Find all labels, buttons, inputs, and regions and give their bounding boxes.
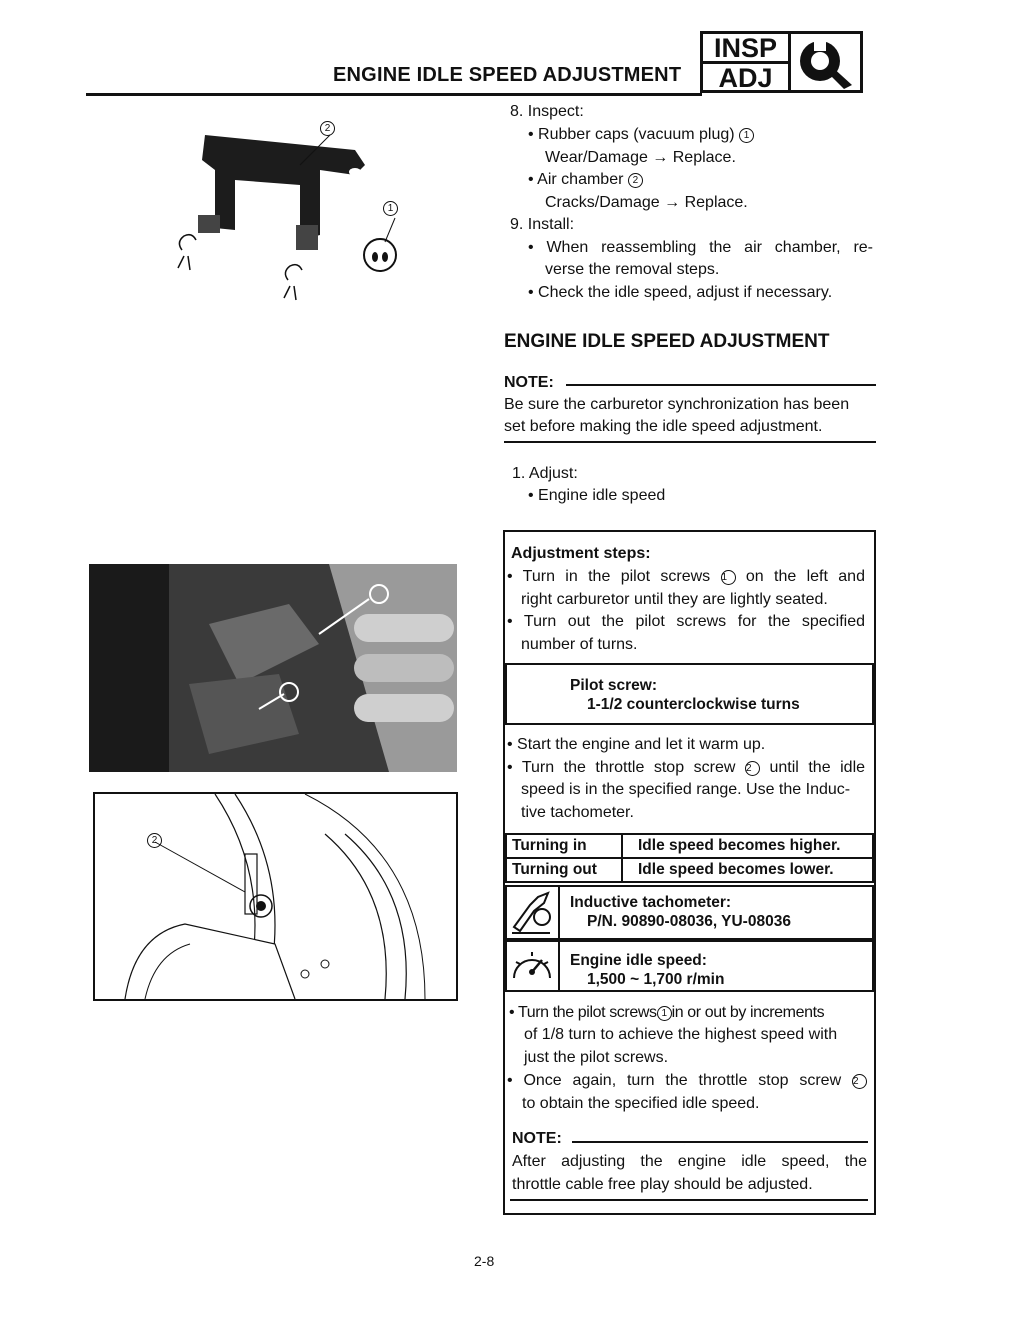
- procedure-step1a: • Turn in the pilot screws 1 on the left and: [507, 568, 865, 585]
- table-row-1-result: Idle speed becomes higher.: [638, 837, 841, 854]
- turning-table-row-rule: [505, 857, 874, 859]
- table-row-2-result: Idle speed becomes lower.: [638, 861, 834, 878]
- procedure-step6a: • Once again, turn the throttle stop screw 2: [507, 1070, 867, 1092]
- tachometer-label: Inductive tachometer:: [570, 894, 732, 911]
- procedure-note-label: NOTE:: [512, 1130, 562, 1147]
- wrench-icon: [791, 34, 860, 90]
- procedure-step2a: • Turn out the pilot screws for the specified: [507, 613, 865, 630]
- note-end-rule: [504, 441, 876, 443]
- pilot-screw-value: 1-1/2 counterclockwise turns: [587, 696, 800, 713]
- idle-speed-label: Engine idle speed:: [570, 952, 707, 969]
- pilot-screw-box: [505, 663, 874, 725]
- section-badge: [700, 31, 863, 93]
- badge-adj: ADJ: [718, 63, 773, 93]
- callout-2-top: 2: [320, 117, 335, 139]
- inspect-rubber-caps: • Rubber caps (vacuum plug) 1: [528, 124, 754, 146]
- badge-text: [703, 33, 791, 93]
- procedure-step1c: right carburetor until they are lightly seated.: [521, 591, 828, 608]
- procedure-step2b: number of turns.: [521, 636, 638, 653]
- header-rule: [86, 93, 702, 96]
- throttle-stop-screw-illustration: [93, 792, 458, 1001]
- carburetor-photo: [89, 564, 457, 772]
- tachometer-spec-divider: [558, 885, 560, 940]
- procedure-note-rule: [572, 1141, 868, 1143]
- install-line3: • Check the idle speed, adjust if necessary.: [528, 284, 833, 301]
- callout-1-top: 1: [383, 197, 398, 219]
- procedure-step5d: just the pilot screws.: [524, 1049, 669, 1066]
- turning-table-col-rule: [621, 833, 623, 883]
- callout-2-fig3: 2: [147, 829, 162, 851]
- procedure-note-line1: After adjusting the engine idle speed, the: [512, 1153, 867, 1170]
- procedure-note-end-rule: [510, 1199, 868, 1201]
- procedure-step5c: of 1/8 turn to achieve the highest speed with: [524, 1026, 838, 1043]
- air-chamber-illustration: [160, 110, 420, 320]
- section-note-line2: set before making the idle speed adjustment.: [504, 418, 823, 435]
- inspect-air-chamber-action: Cracks/Damage → Replace.: [545, 194, 748, 211]
- inspect-rubber-caps-action: Wear/Damage → Replace.: [545, 149, 736, 166]
- adjust-item: • Engine idle speed: [528, 487, 666, 504]
- procedure-step6b: to obtain the specified idle speed.: [522, 1095, 760, 1112]
- inspect-air-chamber: • Air chamber 2: [528, 169, 643, 191]
- procedure-step4d: tive tachometer.: [521, 804, 634, 821]
- procedure-step3: • Start the engine and let it warm up.: [507, 736, 766, 753]
- idle-speed-spec-divider: [558, 940, 560, 992]
- procedure-step4a: • Turn the throttle stop screw 2 until the idle: [507, 759, 866, 776]
- section-note-label: NOTE:: [504, 374, 554, 391]
- page-number: 2-8: [474, 1253, 495, 1269]
- install-line2: verse the removal steps.: [545, 261, 720, 278]
- tachometer-tool-icon: [508, 887, 556, 937]
- section-note-line1: Be sure the carburetor synchronization has been: [504, 396, 850, 413]
- table-row-1-action: Turning in: [512, 837, 587, 854]
- section-title: ENGINE IDLE SPEED ADJUSTMENT: [504, 331, 830, 352]
- gauge-icon: [508, 942, 556, 990]
- step-install: 9. Install:: [510, 216, 575, 233]
- step-adjust: 1. Adjust:: [512, 465, 578, 482]
- procedure-step5a: • Turn the pilot screws 1 in or out by increments: [509, 1004, 825, 1021]
- procedure-step4c: speed is in the specified range. Use the Induc-: [521, 781, 851, 798]
- pilot-screw-label: Pilot screw:: [570, 677, 657, 694]
- procedure-heading: Adjustment steps:: [511, 545, 651, 562]
- badge-insp: INSP: [703, 34, 788, 64]
- tachometer-value: P/N. 90890-08036, YU-08036: [587, 913, 791, 930]
- step-inspect: 8. Inspect:: [510, 103, 584, 120]
- table-row-2-action: Turning out: [512, 861, 597, 878]
- page-header-title: ENGINE IDLE SPEED ADJUSTMENT: [333, 64, 682, 86]
- note-rule: [566, 384, 876, 386]
- idle-speed-value: 1,500 ~ 1,700 r/min: [587, 971, 725, 988]
- procedure-note-line2: throttle cable free play should be adjusted.: [512, 1176, 813, 1193]
- install-line1: • When reassembling the air chamber, re-: [528, 239, 874, 256]
